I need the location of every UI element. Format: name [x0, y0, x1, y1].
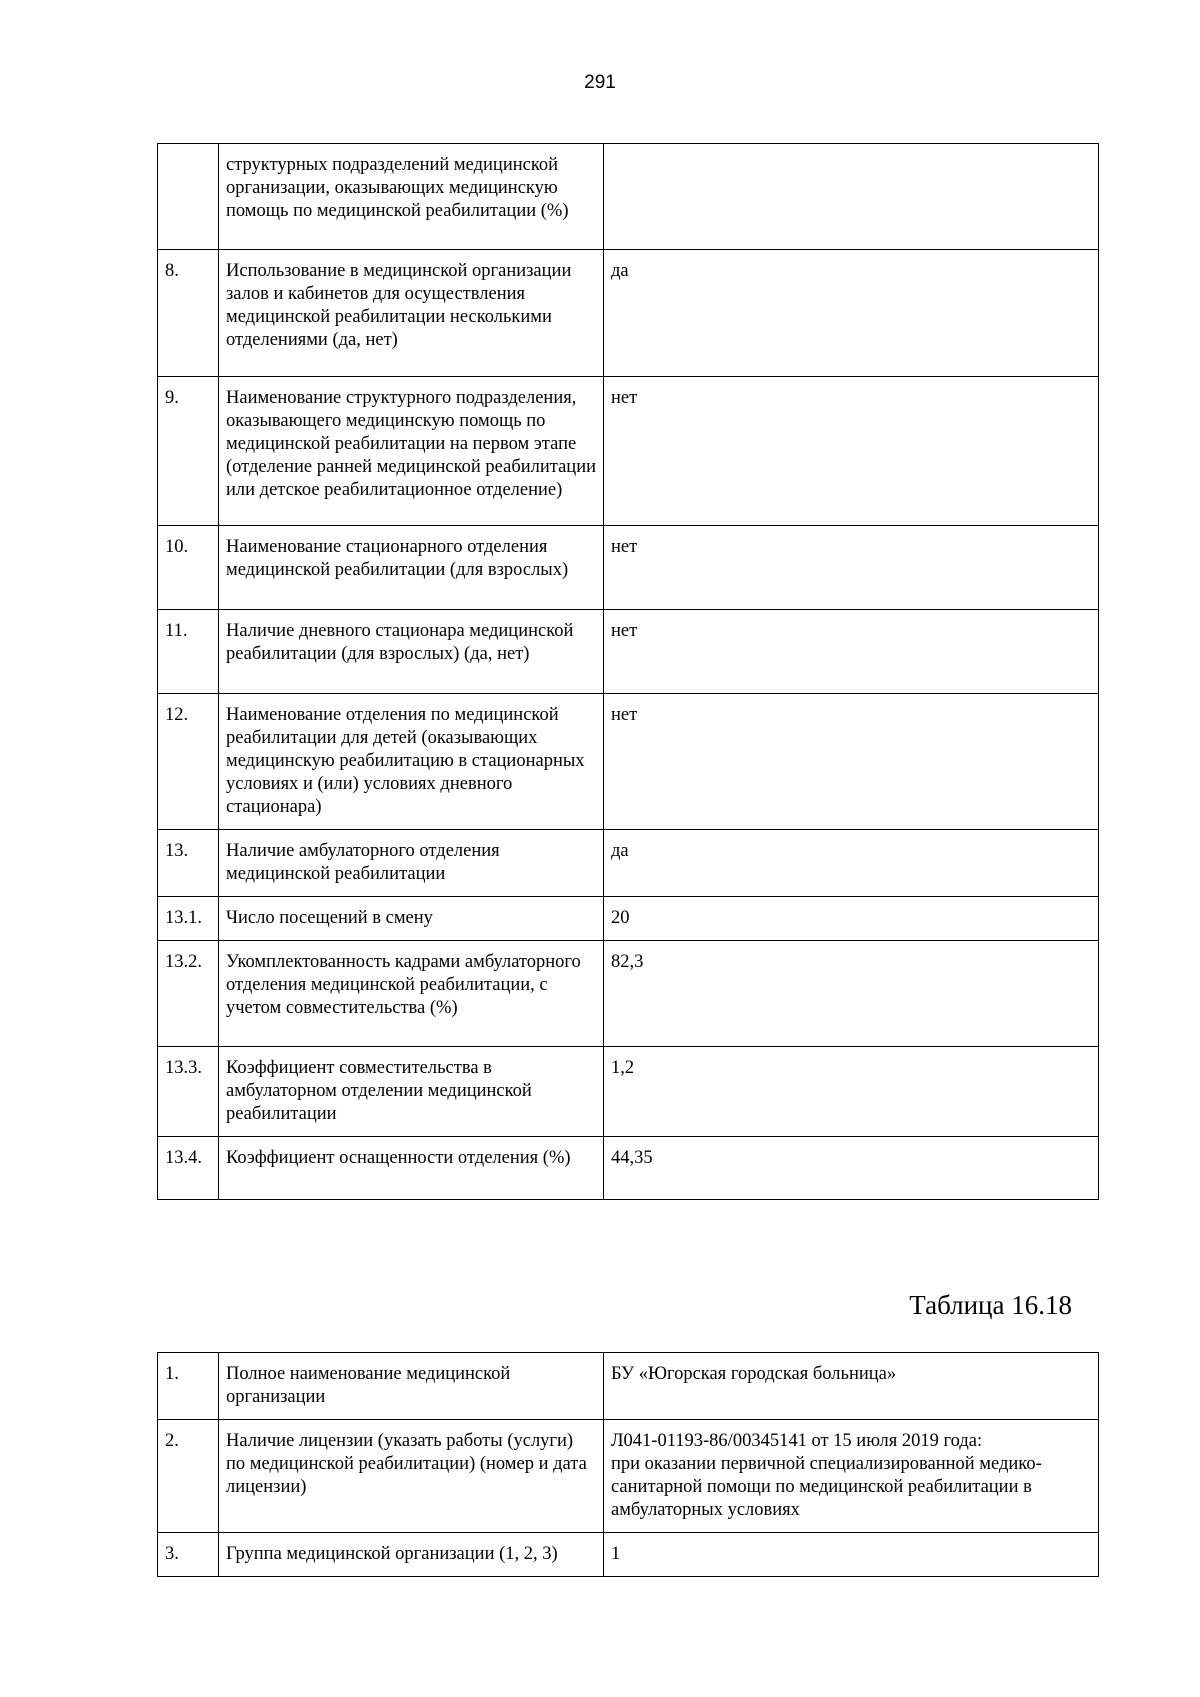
row-value: 1	[604, 1533, 1099, 1577]
row-name: Наличие амбулаторного отделения медицинской реабилитации	[219, 830, 604, 897]
row-value: да	[604, 250, 1099, 377]
row-number: 1.	[158, 1353, 219, 1420]
row-name: Наименование отделения по медицинской реабилитации для детей (оказывающих медицинскую реабилитацию в стационарных условиях и (или) условиях дневного стационара)	[219, 694, 604, 830]
row-value	[604, 144, 1099, 250]
row-name: Число посещений в смену	[219, 897, 604, 941]
row-number: 13.4.	[158, 1137, 219, 1200]
row-value: да	[604, 830, 1099, 897]
row-name: Коэффициент оснащенности отделения (%)	[219, 1137, 604, 1200]
row-name: Наименование стационарного отделения медицинской реабилитации (для взрослых)	[219, 526, 604, 610]
row-number: 13.1.	[158, 897, 219, 941]
page-number: 291	[584, 72, 616, 93]
row-value: 82,3	[604, 941, 1099, 1047]
table-row	[158, 1533, 1099, 1577]
table-row	[158, 526, 1099, 610]
license-scope: при оказании первичной специализированной медико-санитарной помощи по медицинской реабилитации в амбулаторных условиях	[611, 1454, 1042, 1520]
table-row	[158, 1420, 1099, 1533]
row-name: Полное наименование медицинской организации	[219, 1353, 604, 1420]
row-value: нет	[604, 694, 1099, 830]
row-name: Наименование структурного подразделения, оказывающего медицинскую помощь по медицинской реабилитации на первом этапе (отделение ранней медицинской реабилитации или детское реабилитационное отделение)	[219, 377, 604, 526]
row-name: Наличие дневного стационара медицинской реабилитации (для взрослых) (да, нет)	[219, 610, 604, 694]
table-row	[158, 694, 1099, 830]
row-number: 3.	[158, 1533, 219, 1577]
table-row	[158, 377, 1099, 526]
row-number	[158, 144, 219, 250]
row-name: Использование в медицинской организации залов и кабинетов для осуществления медицинской реабилитации несколькими отделениями (да, нет)	[219, 250, 604, 377]
row-number: 13.3.	[158, 1047, 219, 1137]
row-value	[604, 1420, 1099, 1533]
row-value: нет	[604, 610, 1099, 694]
row-number: 8.	[158, 250, 219, 377]
row-number: 2.	[158, 1420, 219, 1533]
row-value: нет	[604, 526, 1099, 610]
table-row	[158, 830, 1099, 897]
row-value: нет	[604, 377, 1099, 526]
row-value: 44,35	[604, 1137, 1099, 1200]
row-value: 1,2	[604, 1047, 1099, 1137]
table-caption: Таблица 16.18	[909, 1290, 1072, 1320]
row-number: 9.	[158, 377, 219, 526]
table-row	[158, 1047, 1099, 1137]
table-row	[158, 1137, 1099, 1200]
table-row	[158, 897, 1099, 941]
license-number: Л041-01193-86/00345141 от 15 июля 2019 года:	[611, 1431, 983, 1451]
table-new	[157, 1352, 1099, 1577]
row-name: Укомплектованность кадрами амбулаторного отделения медицинской реабилитации, с учетом совместительства (%)	[219, 941, 604, 1047]
row-value: БУ «Югорская городская больница»	[604, 1353, 1099, 1420]
row-name: Группа медицинской организации (1, 2, 3)	[219, 1533, 604, 1577]
table-row	[158, 250, 1099, 377]
table-row	[158, 144, 1099, 250]
row-number: 11.	[158, 610, 219, 694]
row-number: 10.	[158, 526, 219, 610]
table-continued	[157, 143, 1099, 1200]
row-number: 13.2.	[158, 941, 219, 1047]
row-number: 12.	[158, 694, 219, 830]
row-name: структурных подразделений медицинской организации, оказывающих медицинскую помощь по медицинской реабилитации (%)	[219, 144, 604, 250]
row-number: 13.	[158, 830, 219, 897]
row-name: Наличие лицензии (указать работы (услуги) по медицинской реабилитации) (номер и дата лицензии)	[219, 1420, 604, 1533]
table-row	[158, 941, 1099, 1047]
row-name: Коэффициент совместительства в амбулаторном отделении медицинской реабилитации	[219, 1047, 604, 1137]
row-value: 20	[604, 897, 1099, 941]
table-row	[158, 1353, 1099, 1420]
table-row	[158, 610, 1099, 694]
